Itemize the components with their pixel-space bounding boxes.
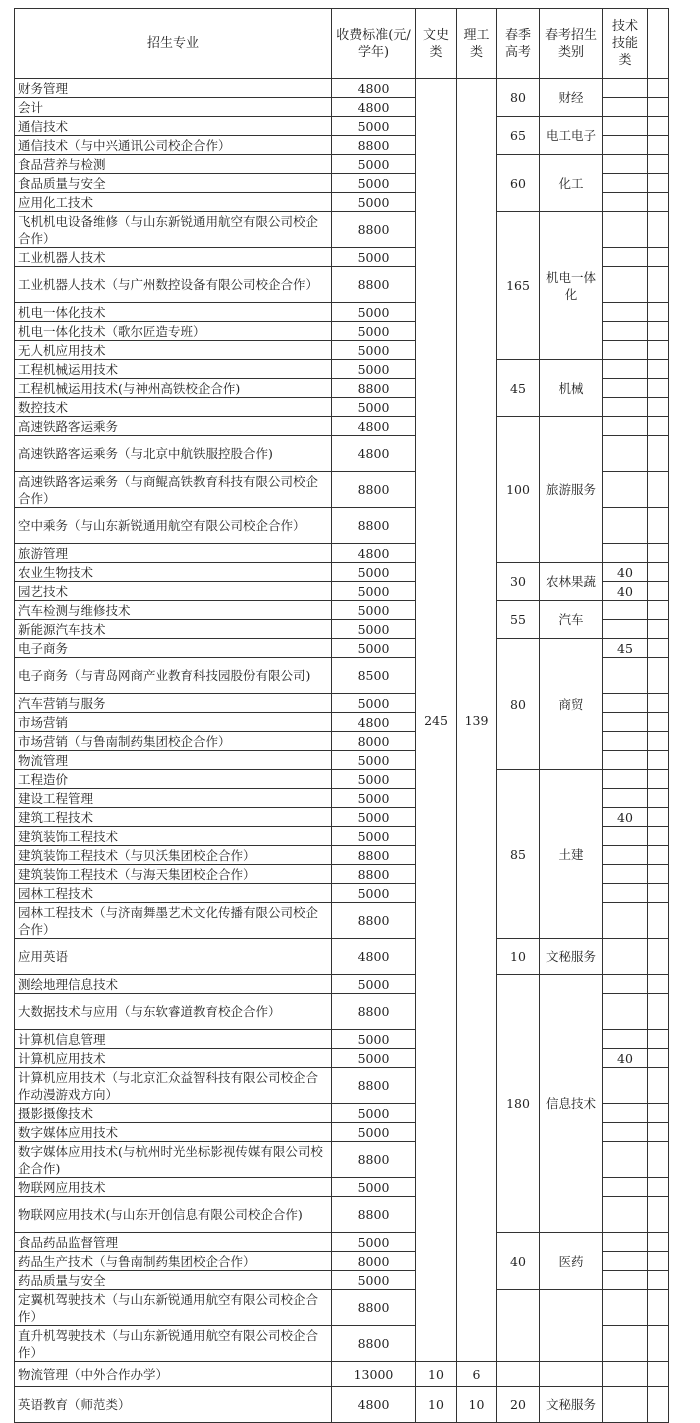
spring-category: 信息技术 [540,975,603,1233]
major-name: 电子商务（与青岛网商产业教育科技园股份有限公司) [15,658,332,694]
skill-value [603,1178,648,1197]
fee-value: 5000 [332,808,416,827]
blank-cell [648,248,669,267]
blank-cell [648,732,669,751]
fee-value: 8800 [332,994,416,1030]
major-name: 无人机应用技术 [15,341,332,360]
major-name: 食品营养与检测 [15,155,332,174]
skill-value [603,1123,648,1142]
blank-cell [648,903,669,939]
fee-value: 5000 [332,360,416,379]
fee-value: 8800 [332,846,416,865]
blank-cell [648,155,669,174]
blank-cell [648,994,669,1030]
blank-cell [648,508,669,544]
skill-value [603,865,648,884]
header-major: 招生专业 [15,9,332,79]
spring-category: 汽车 [540,601,603,639]
spring-category [540,1362,603,1387]
blank-cell [648,620,669,639]
fee-value: 8800 [332,865,416,884]
skill-value [603,1387,648,1423]
blank-cell [648,1104,669,1123]
blank-cell [648,1290,669,1326]
skill-value: 40 [603,582,648,601]
skill-value [603,789,648,808]
fee-value: 8800 [332,1142,416,1178]
skill-value [603,1252,648,1271]
blank-cell [648,1049,669,1068]
skill-value [603,903,648,939]
table-row [15,117,669,136]
skill-value [603,398,648,417]
blank-cell [648,1178,669,1197]
table-row [15,155,669,174]
fee-value: 4800 [332,79,416,98]
blank-cell [648,472,669,508]
blank-cell [648,1142,669,1178]
header-liberal: 文史类 [416,9,457,79]
fee-value: 8800 [332,267,416,303]
fee-value: 8800 [332,1197,416,1233]
blank-cell [648,1387,669,1423]
skill-value: 40 [603,1049,648,1068]
fee-value: 8800 [332,903,416,939]
major-name: 测绘地理信息技术 [15,975,332,994]
spring-category: 商贸 [540,639,603,770]
major-name: 物联网应用技术(与山东开创信息有限公司校企合作) [15,1197,332,1233]
skill-value [603,303,648,322]
fee-value: 4800 [332,436,416,472]
blank-cell [648,751,669,770]
fee-value: 8000 [332,1252,416,1271]
blank-cell [648,1197,669,1233]
fee-value: 5000 [332,827,416,846]
blank-cell [648,1271,669,1290]
blank-cell [648,1252,669,1271]
major-name: 数控技术 [15,398,332,417]
major-name: 定翼机驾驶技术（与山东新锐通用航空有限公司校企合作） [15,1290,332,1326]
fee-value: 5000 [332,1123,416,1142]
skill-value [603,1290,648,1326]
blank-cell [648,939,669,975]
major-name: 应用化工技术 [15,193,332,212]
blank-cell [648,658,669,694]
skill-value [603,770,648,789]
fee-value: 5000 [332,341,416,360]
spring-quota: 80 [497,79,540,117]
skill-value [603,713,648,732]
major-name: 高速铁路客运乘务（与北京中航铁服控股合作) [15,436,332,472]
major-name: 机电一体化技术 [15,303,332,322]
spring-quota [497,1362,540,1387]
skill-value [603,193,648,212]
skill-value [603,117,648,136]
blank-cell [648,770,669,789]
skill-value [603,601,648,620]
fee-value: 5000 [332,639,416,658]
fee-value: 8800 [332,1290,416,1326]
spring-category: 文秘服务 [540,939,603,975]
table-row [15,1387,669,1423]
fee-value: 5000 [332,1030,416,1049]
fee-value: 5000 [332,117,416,136]
spring-category: 农林果蔬 [540,563,603,601]
skill-value [603,658,648,694]
spring-quota: 180 [497,975,540,1233]
blank-cell [648,98,669,117]
skill-value [603,379,648,398]
major-name: 汽车检测与维修技术 [15,601,332,620]
major-name: 工程机械运用技术(与神州高铁校企合作) [15,379,332,398]
major-name: 数字媒体应用技术 [15,1123,332,1142]
major-name: 电子商务 [15,639,332,658]
blank-cell [648,174,669,193]
spring-quota: 20 [497,1387,540,1423]
blank-cell [648,846,669,865]
fee-value: 8800 [332,472,416,508]
skill-value [603,508,648,544]
spring-quota [497,1290,540,1362]
blank-cell [648,303,669,322]
skill-value [603,248,648,267]
blank-cell [648,1030,669,1049]
fee-value: 5000 [332,1271,416,1290]
major-name: 高速铁路客运乘务（与商鲲高铁教育科技有限公司校企合作） [15,472,332,508]
fee-value: 4800 [332,713,416,732]
skill-value [603,884,648,903]
spring-category: 化工 [540,155,603,212]
major-name: 园林工程技术（与济南舞墨艺术文化传播有限公司校企合作） [15,903,332,939]
skill-value: 40 [603,808,648,827]
header-blank [648,9,669,79]
fee-value: 4800 [332,98,416,117]
header-spring: 春季高考 [497,9,540,79]
spring-quota: 165 [497,212,540,360]
spring-quota: 85 [497,770,540,939]
table-row [15,1362,669,1387]
skill-value [603,417,648,436]
fee-value: 4800 [332,417,416,436]
fee-value: 5000 [332,789,416,808]
fee-value: 8800 [332,1326,416,1362]
skill-value [603,322,648,341]
skill-value [603,79,648,98]
major-name: 食品质量与安全 [15,174,332,193]
skill-value [603,751,648,770]
major-name: 建筑装饰工程技术（与贝沃集团校企合作） [15,846,332,865]
skill-value [603,544,648,563]
major-name: 空中乘务（与山东新锐通用航空有限公司校企合作） [15,508,332,544]
fee-value: 5000 [332,751,416,770]
fee-value: 5000 [332,563,416,582]
fee-value: 5000 [332,398,416,417]
fee-value: 8800 [332,508,416,544]
spring-category: 文秘服务 [540,1387,603,1423]
blank-cell [648,436,669,472]
major-name: 计算机应用技术（与北京汇众益智科技有限公司校企合作动漫游戏方向） [15,1068,332,1104]
blank-cell [648,601,669,620]
table-row [15,417,669,436]
blank-cell [648,865,669,884]
major-name: 园林工程技术 [15,884,332,903]
fee-value: 8800 [332,379,416,398]
major-name: 高速铁路客运乘务 [15,417,332,436]
blank-cell [648,1233,669,1252]
fee-value: 5000 [332,884,416,903]
blank-cell [648,827,669,846]
blank-cell [648,341,669,360]
skill-value [603,436,648,472]
blank-cell [648,322,669,341]
skill-value [603,98,648,117]
skill-value [603,827,648,846]
major-name: 新能源汽车技术 [15,620,332,639]
fee-value: 5000 [332,770,416,789]
skill-value [603,694,648,713]
spring-quota: 30 [497,563,540,601]
skill-value [603,341,648,360]
table-row [15,563,669,582]
major-name: 食品药品监督管理 [15,1233,332,1252]
major-name: 会计 [15,98,332,117]
blank-cell [648,1123,669,1142]
table-row [15,975,669,994]
major-name: 通信技术 [15,117,332,136]
skill-value [603,994,648,1030]
fee-value: 5000 [332,155,416,174]
blank-cell [648,79,669,98]
major-name: 市场营销（与鲁南制药集团校企合作） [15,732,332,751]
blank-cell [648,694,669,713]
blank-cell [648,1362,669,1387]
major-name: 园艺技术 [15,582,332,601]
fee-value: 4800 [332,1387,416,1423]
major-name: 建设工程管理 [15,789,332,808]
blank-cell [648,398,669,417]
skill-value [603,939,648,975]
spring-category: 医药 [540,1233,603,1290]
major-name: 旅游管理 [15,544,332,563]
fee-value: 8800 [332,212,416,248]
major-name: 工程造价 [15,770,332,789]
spring-quota: 60 [497,155,540,212]
liberal-total: 245 [416,79,457,1362]
blank-cell [648,639,669,658]
skill-value [603,620,648,639]
blank-cell [648,417,669,436]
fee-value: 5000 [332,193,416,212]
major-name: 建筑工程技术 [15,808,332,827]
major-name: 飞机机电设备维修（与山东新锐通用航空有限公司校企合作） [15,212,332,248]
blank-cell [648,789,669,808]
spring-quota: 65 [497,117,540,155]
blank-cell [648,1068,669,1104]
blank-cell [648,117,669,136]
skill-value [603,360,648,379]
fee-value: 5000 [332,248,416,267]
major-name: 物流管理（中外合作办学） [15,1362,332,1387]
skill-value [603,732,648,751]
fee-value: 5000 [332,601,416,620]
fee-value: 5000 [332,582,416,601]
skill-value [603,1271,648,1290]
spring-category: 财经 [540,79,603,117]
fee-value: 5000 [332,1104,416,1123]
major-name: 财务管理 [15,79,332,98]
blank-cell [648,713,669,732]
major-name: 机电一体化技术（歌尔匠造专班） [15,322,332,341]
fee-value: 13000 [332,1362,416,1387]
skill-value [603,1068,648,1104]
table-row [15,79,669,98]
blank-cell [648,193,669,212]
major-name: 计算机信息管理 [15,1030,332,1049]
blank-cell [648,563,669,582]
major-name: 药品质量与安全 [15,1271,332,1290]
blank-cell [648,544,669,563]
table-row [15,360,669,379]
liberal-value: 10 [416,1362,457,1387]
liberal-value: 10 [416,1387,457,1423]
major-name: 农业生物技术 [15,563,332,582]
science-value: 6 [457,1362,497,1387]
blank-cell [648,360,669,379]
major-name: 工业机器人技术（与广州数控设备有限公司校企合作） [15,267,332,303]
table-row [15,212,669,248]
blank-cell [648,212,669,248]
major-name: 市场营销 [15,713,332,732]
header-fee: 收费标准(元/学年) [332,9,416,79]
major-name: 应用英语 [15,939,332,975]
fee-value: 8800 [332,1068,416,1104]
spring-quota: 45 [497,360,540,417]
science-total: 139 [457,79,497,1362]
skill-value [603,1142,648,1178]
spring-category: 旅游服务 [540,417,603,563]
table-row [15,770,669,789]
blank-cell [648,975,669,994]
fee-value: 8000 [332,732,416,751]
fee-value: 4800 [332,544,416,563]
spring-quota: 40 [497,1233,540,1290]
major-name: 大数据技术与应用（与东软睿道教育校企合作） [15,994,332,1030]
skill-value [603,975,648,994]
spring-category [540,1290,603,1362]
skill-value: 40 [603,563,648,582]
major-name: 摄影摄像技术 [15,1104,332,1123]
fee-value: 8800 [332,136,416,155]
header-row [15,9,669,79]
skill-value: 45 [603,639,648,658]
skill-value [603,1362,648,1387]
major-name: 英语教育（师范类） [15,1387,332,1423]
blank-cell [648,267,669,303]
spring-quota: 10 [497,939,540,975]
header-science: 理工类 [457,9,497,79]
blank-cell [648,582,669,601]
blank-cell [648,379,669,398]
fee-value: 5000 [332,1233,416,1252]
fee-value: 5000 [332,1178,416,1197]
enrollment-table [14,8,669,1423]
skill-value [603,472,648,508]
skill-value [603,1326,648,1362]
fee-value: 5000 [332,694,416,713]
major-name: 建筑装饰工程技术（与海天集团校企合作） [15,865,332,884]
major-name: 工程机械运用技术 [15,360,332,379]
skill-value [603,267,648,303]
blank-cell [648,884,669,903]
table-row [15,939,669,975]
fee-value: 5000 [332,975,416,994]
table-body [15,79,669,1423]
header-spring-category: 春考招生类别 [540,9,603,79]
skill-value [603,212,648,248]
fee-value: 5000 [332,174,416,193]
spring-quota: 100 [497,417,540,563]
fee-value: 8500 [332,658,416,694]
skill-value [603,846,648,865]
major-name: 建筑装饰工程技术 [15,827,332,846]
science-value: 10 [457,1387,497,1423]
blank-cell [648,136,669,155]
fee-value: 5000 [332,620,416,639]
spring-category: 机械 [540,360,603,417]
major-name: 直升机驾驶技术（与山东新锐通用航空有限公司校企合作） [15,1326,332,1362]
major-name: 工业机器人技术 [15,248,332,267]
spring-quota: 55 [497,601,540,639]
spring-category: 电工电子 [540,117,603,155]
blank-cell [648,1326,669,1362]
skill-value [603,174,648,193]
major-name: 药品生产技术（与鲁南制药集团校企合作） [15,1252,332,1271]
major-name: 通信技术（与中兴通讯公司校企合作） [15,136,332,155]
spring-category: 机电一体化 [540,212,603,360]
table-row [15,1290,669,1326]
skill-value [603,1104,648,1123]
major-name: 计算机应用技术 [15,1049,332,1068]
blank-cell [648,808,669,827]
fee-value: 4800 [332,939,416,975]
major-name: 物联网应用技术 [15,1178,332,1197]
major-name: 物流管理 [15,751,332,770]
header-skill: 技术技能类 [603,9,648,79]
table-row [15,639,669,658]
major-name: 汽车营销与服务 [15,694,332,713]
fee-value: 5000 [332,1049,416,1068]
skill-value [603,1030,648,1049]
skill-value [603,155,648,174]
spring-category: 土建 [540,770,603,939]
table-row [15,1233,669,1252]
skill-value [603,136,648,155]
skill-value [603,1197,648,1233]
table-row [15,601,669,620]
fee-value: 5000 [332,322,416,341]
spring-quota: 80 [497,639,540,770]
skill-value [603,1233,648,1252]
major-name: 数字媒体应用技术(与杭州时光坐标影视传媒有限公司校企合作) [15,1142,332,1178]
fee-value: 5000 [332,303,416,322]
